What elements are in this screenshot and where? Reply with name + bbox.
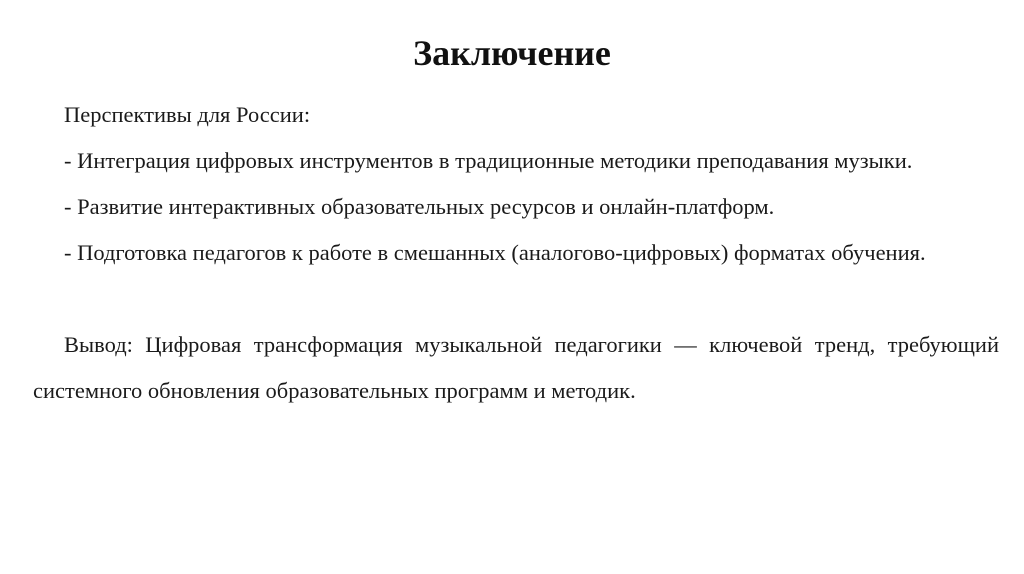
point-digital-tools: - Интеграция цифровых инструментов в традиционные методики преподавания музыки. (64, 148, 913, 173)
slide-title: Заключение (413, 33, 611, 73)
point-interactive-resources: - Развитие интерактивных образовательных ресурсов и онлайн-платформ. (64, 194, 775, 219)
slide-body (33, 92, 999, 414)
paragraph-spacer (33, 276, 999, 322)
intro-text: Перспективы для России: (64, 102, 311, 127)
point-teacher-training: - Подготовка педагогов к работе в смешанных (аналогово-цифровых) форматах обучения. (64, 240, 926, 265)
conclusion-text: Вывод: Цифровая трансформация музыкальной педагогики — ключевой тренд, требующий системного обновления образовательных программ и методик. (33, 332, 999, 403)
